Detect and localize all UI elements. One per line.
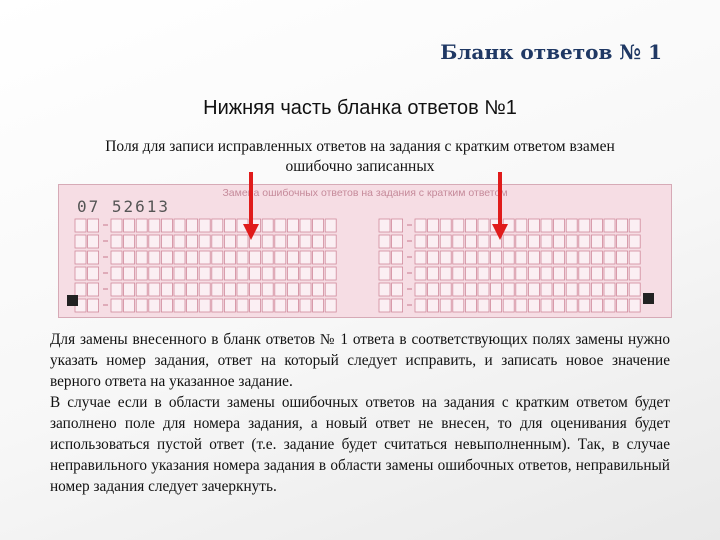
answer-cell <box>88 267 99 280</box>
answer-cell <box>528 267 539 280</box>
answer-cell <box>325 251 336 264</box>
answer-cell <box>88 283 99 296</box>
slide-title: Бланк ответов № 1 <box>440 40 662 64</box>
answer-cell <box>579 299 590 312</box>
answer-cell <box>262 283 273 296</box>
handwritten-entry: 07 52613 <box>77 197 171 216</box>
form-header-text: Замена ошибочных ответов на задания с кратким ответом <box>222 187 508 199</box>
answer-cell <box>629 267 640 280</box>
answer-cell <box>415 267 426 280</box>
answer-cell <box>440 219 451 232</box>
answer-cell <box>136 219 147 232</box>
answer-cell <box>566 283 577 296</box>
answer-cell <box>629 235 640 248</box>
answer-cell <box>516 299 527 312</box>
answer-cell <box>287 299 298 312</box>
answer-cell <box>224 235 235 248</box>
answer-cell <box>392 299 403 312</box>
instructions-text <box>50 329 670 497</box>
answer-cell <box>629 251 640 264</box>
answer-cell <box>212 251 223 264</box>
answer-cell <box>149 267 160 280</box>
answer-cell <box>491 267 502 280</box>
answer-cell-grid <box>75 219 640 312</box>
answer-cell <box>440 299 451 312</box>
answer-cell <box>465 219 476 232</box>
answer-cell <box>415 219 426 232</box>
answer-cell <box>161 283 172 296</box>
answer-cell <box>528 299 539 312</box>
answer-cell <box>136 299 147 312</box>
answer-cell <box>392 219 403 232</box>
answer-cell <box>503 299 514 312</box>
answer-cell <box>124 251 135 264</box>
answer-cell <box>224 219 235 232</box>
answer-cell <box>554 283 565 296</box>
answer-cell <box>161 267 172 280</box>
answer-cell <box>604 267 615 280</box>
answer-cell <box>199 251 210 264</box>
answer-cell <box>541 283 552 296</box>
answer-cell <box>604 219 615 232</box>
answer-cell <box>199 267 210 280</box>
slide-subtitle: Нижняя часть бланка ответов №1 <box>203 97 517 119</box>
corner-marker-left <box>67 295 78 306</box>
answer-cell <box>212 299 223 312</box>
answer-cell <box>516 283 527 296</box>
answer-cell <box>300 299 311 312</box>
answer-cell <box>604 283 615 296</box>
answer-cell <box>111 251 122 264</box>
answer-cell <box>300 235 311 248</box>
answer-cell <box>224 299 235 312</box>
answer-cell <box>579 219 590 232</box>
answer-cell <box>554 267 565 280</box>
answer-cell <box>415 283 426 296</box>
answer-cell <box>554 299 565 312</box>
answer-cell <box>629 219 640 232</box>
answer-cell <box>440 251 451 264</box>
answer-cell <box>287 251 298 264</box>
answer-cell <box>541 299 552 312</box>
answer-cell <box>440 235 451 248</box>
caption <box>60 137 660 177</box>
answer-cell <box>379 299 390 312</box>
answer-cell <box>187 219 198 232</box>
answer-cell <box>629 299 640 312</box>
answer-cell <box>591 235 602 248</box>
answer-cell <box>617 299 628 312</box>
answer-cell <box>528 235 539 248</box>
answer-cell <box>75 267 86 280</box>
answer-cell <box>478 283 489 296</box>
answer-cell <box>287 267 298 280</box>
red-arrow-left-icon <box>241 170 261 242</box>
answer-cell <box>136 235 147 248</box>
answer-cell <box>379 235 390 248</box>
answer-cell <box>287 219 298 232</box>
answer-cell <box>262 219 273 232</box>
answer-cell <box>541 235 552 248</box>
answer-cell <box>379 267 390 280</box>
answer-cell <box>516 251 527 264</box>
answer-cell <box>566 299 577 312</box>
answer-cell <box>428 235 439 248</box>
answer-cell <box>428 299 439 312</box>
paragraph-2: В случае если в области замены ошибочных ответов на задания с кратким ответом будет заполнено поле для номера задания, а новый ответ не внесен, то для оценивания будет использоваться пустой ответ (т.е. задание будет считаться невыполненным). Так, в случае неправильного указания номера задания в области замены ошибочных ответов, неправильный номер задания следует зачеркнуть. <box>50 394 670 495</box>
answer-cell <box>300 267 311 280</box>
answer-cell <box>554 235 565 248</box>
answer-cell <box>262 235 273 248</box>
answer-cell <box>212 267 223 280</box>
answer-cell <box>478 219 489 232</box>
answer-cell <box>453 219 464 232</box>
answer-cell <box>566 235 577 248</box>
answer-cell <box>566 219 577 232</box>
answer-cell <box>300 283 311 296</box>
answer-cell <box>528 219 539 232</box>
answer-cell <box>88 299 99 312</box>
answer-cell <box>503 267 514 280</box>
answer-cell <box>174 251 185 264</box>
answer-cell <box>237 267 248 280</box>
answer-cell <box>149 299 160 312</box>
answer-cell <box>212 283 223 296</box>
answer-cell <box>392 283 403 296</box>
answer-cell <box>465 283 476 296</box>
answer-cell <box>516 267 527 280</box>
answer-cell <box>392 267 403 280</box>
answer-cell <box>187 235 198 248</box>
answer-cell <box>161 219 172 232</box>
answer-cell <box>415 299 426 312</box>
answer-cell <box>212 219 223 232</box>
answer-cell <box>617 283 628 296</box>
answer-cell <box>325 235 336 248</box>
answer-cell <box>313 267 324 280</box>
answer-cell <box>313 251 324 264</box>
answer-cell <box>478 251 489 264</box>
answer-cell <box>579 283 590 296</box>
answer-cell <box>591 283 602 296</box>
answer-cell <box>440 283 451 296</box>
answer-cell <box>325 283 336 296</box>
answer-cell <box>75 283 86 296</box>
answer-cell <box>579 267 590 280</box>
answer-cell <box>124 283 135 296</box>
answer-cell <box>161 299 172 312</box>
answer-cell <box>124 267 135 280</box>
answer-cell <box>174 235 185 248</box>
answer-cell <box>516 219 527 232</box>
answer-cell <box>541 267 552 280</box>
answer-cell <box>313 235 324 248</box>
answer-cell <box>591 251 602 264</box>
answer-cell <box>174 219 185 232</box>
answer-cell <box>187 251 198 264</box>
answer-cell <box>528 251 539 264</box>
answer-cell <box>275 267 286 280</box>
answer-cell <box>478 235 489 248</box>
answer-cell <box>491 283 502 296</box>
answer-cell <box>199 219 210 232</box>
answer-cell <box>617 235 628 248</box>
answer-cell <box>111 235 122 248</box>
answer-cell <box>491 299 502 312</box>
answer-cell <box>149 283 160 296</box>
answer-cell <box>465 251 476 264</box>
answer-cell <box>111 299 122 312</box>
answer-cell <box>428 283 439 296</box>
answer-cell <box>161 251 172 264</box>
answer-cell <box>149 251 160 264</box>
answer-cell <box>75 251 86 264</box>
answer-cell <box>617 219 628 232</box>
answer-cell <box>124 299 135 312</box>
answer-cell <box>591 267 602 280</box>
answer-cell <box>250 299 261 312</box>
answer-cell <box>287 235 298 248</box>
answer-cell <box>313 283 324 296</box>
answer-cell <box>262 299 273 312</box>
answer-cell <box>465 299 476 312</box>
answer-cell <box>579 251 590 264</box>
answer-cell <box>224 251 235 264</box>
answer-cell <box>237 283 248 296</box>
answer-cell <box>392 235 403 248</box>
answer-cell <box>453 283 464 296</box>
answer-cell <box>325 267 336 280</box>
answer-cell <box>465 267 476 280</box>
paragraph-1: Для замены внесенного в бланк ответов № 1 ответа в соответствующих полях замены нужно указать номер задания, ответ на который следует исправить, и записать новое значение верного ответа на указанное задание. <box>50 331 670 390</box>
answer-cell <box>325 299 336 312</box>
answer-cell <box>187 267 198 280</box>
answer-cell <box>325 219 336 232</box>
answer-cell <box>275 299 286 312</box>
answer-cell <box>187 299 198 312</box>
answer-cell <box>161 235 172 248</box>
corner-marker-right <box>643 293 654 304</box>
answer-cell <box>379 219 390 232</box>
caption-line-2: ошибочно записанных <box>285 158 435 175</box>
answer-cell <box>440 267 451 280</box>
answer-cell <box>174 299 185 312</box>
answer-cell <box>187 283 198 296</box>
answer-cell <box>516 235 527 248</box>
answer-cell <box>392 251 403 264</box>
answer-cell <box>75 235 86 248</box>
answer-cell <box>313 299 324 312</box>
answer-cell <box>428 267 439 280</box>
answer-cell <box>212 235 223 248</box>
answer-cell <box>591 219 602 232</box>
answer-cell <box>199 283 210 296</box>
answer-cell <box>237 299 248 312</box>
answer-cell <box>541 251 552 264</box>
answer-cell <box>224 267 235 280</box>
answer-cell <box>88 219 99 232</box>
answer-cell <box>604 251 615 264</box>
answer-cell <box>250 251 261 264</box>
answer-cell <box>415 251 426 264</box>
answer-cell <box>199 299 210 312</box>
answer-cell <box>300 251 311 264</box>
answer-cell <box>554 251 565 264</box>
answer-cell <box>250 283 261 296</box>
answer-cell <box>124 219 135 232</box>
answer-cell <box>199 235 210 248</box>
answer-cell <box>528 283 539 296</box>
answer-cell <box>111 219 122 232</box>
answer-cell <box>287 283 298 296</box>
answer-cell <box>491 251 502 264</box>
red-arrow-right-icon <box>490 170 510 242</box>
answer-cell <box>224 283 235 296</box>
answer-cell <box>136 251 147 264</box>
answer-cell <box>428 251 439 264</box>
answer-cell <box>136 283 147 296</box>
answer-cell <box>149 219 160 232</box>
answer-cell <box>275 219 286 232</box>
answer-cell <box>379 283 390 296</box>
answer-cell <box>415 235 426 248</box>
answer-cell <box>453 235 464 248</box>
answer-cell <box>453 299 464 312</box>
answer-cell <box>453 267 464 280</box>
answer-cell <box>604 299 615 312</box>
answer-cell <box>275 235 286 248</box>
answer-cell <box>617 251 628 264</box>
answer-cell <box>566 251 577 264</box>
answer-cell <box>604 235 615 248</box>
answer-cell <box>262 251 273 264</box>
answer-cell <box>88 251 99 264</box>
answer-cell <box>566 267 577 280</box>
answer-cell <box>503 251 514 264</box>
answer-cell <box>503 283 514 296</box>
answer-cell <box>591 299 602 312</box>
answer-cell <box>250 267 261 280</box>
answer-cell <box>75 219 86 232</box>
answer-cell <box>275 283 286 296</box>
answer-cell <box>465 235 476 248</box>
answer-cell <box>428 219 439 232</box>
answer-cell <box>541 219 552 232</box>
answer-cell <box>275 251 286 264</box>
answer-cell <box>124 235 135 248</box>
answer-cell <box>174 267 185 280</box>
answer-cell <box>313 219 324 232</box>
answer-cell <box>136 267 147 280</box>
answer-cell <box>617 267 628 280</box>
answer-form-image <box>58 184 672 318</box>
answer-form-grid <box>59 185 671 317</box>
answer-cell <box>629 283 640 296</box>
answer-cell <box>554 219 565 232</box>
answer-cell <box>88 235 99 248</box>
answer-cell <box>478 299 489 312</box>
answer-cell <box>111 267 122 280</box>
answer-cell <box>579 235 590 248</box>
answer-cell <box>149 235 160 248</box>
answer-cell <box>262 267 273 280</box>
answer-cell <box>237 251 248 264</box>
answer-cell <box>174 283 185 296</box>
answer-cell <box>379 251 390 264</box>
answer-cell <box>111 283 122 296</box>
caption-line-1: Поля для записи исправленных ответов на задания с кратким ответом взамен <box>105 138 615 155</box>
answer-cell <box>453 251 464 264</box>
answer-cell <box>300 219 311 232</box>
answer-cell <box>478 267 489 280</box>
